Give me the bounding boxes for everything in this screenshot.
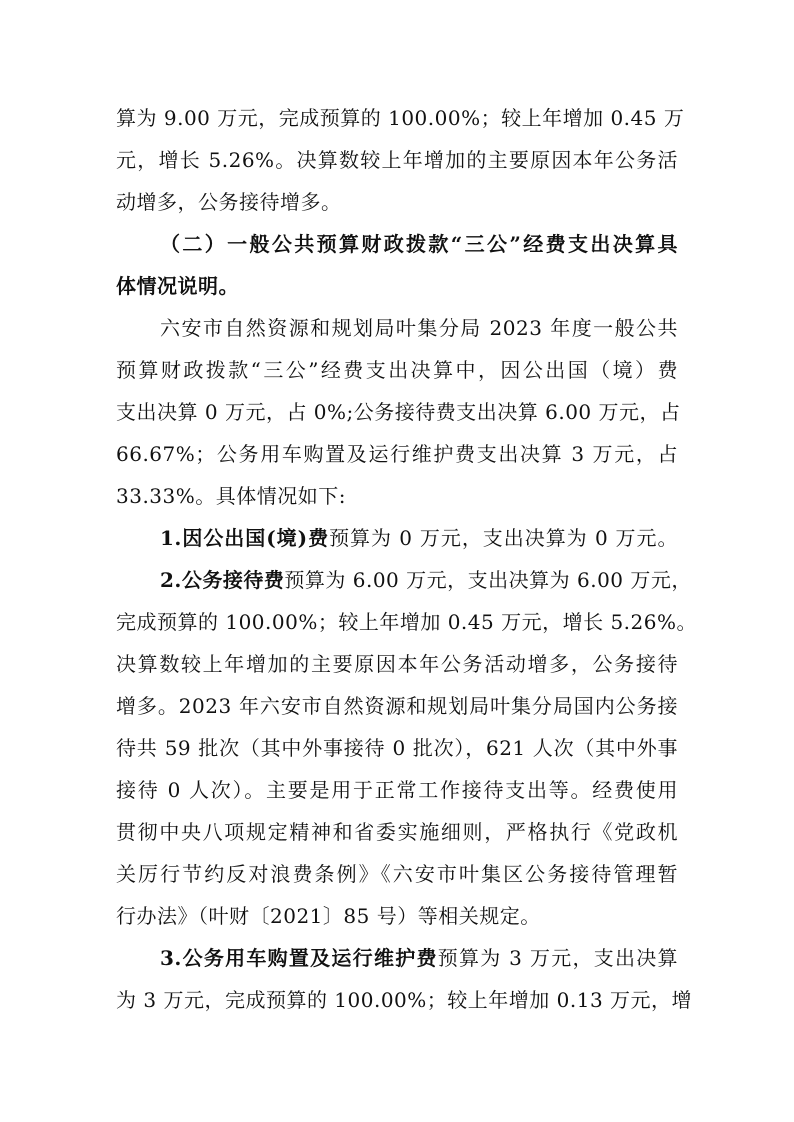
- item-2-line: [160, 567, 692, 593]
- item-3-text: 预算为 3 万元，支出决算: [437, 946, 678, 970]
- item-2-title: 2.公务接待费: [160, 568, 285, 592]
- item-2-text: 预算为 6.00 万元，支出决算为 6.00 万元，: [284, 568, 692, 592]
- paragraph-line: 动增多，公务接待增多。: [116, 190, 342, 214]
- paragraph-line: 算为 9.00 万元，完成预算的 100.00%；较上年增加 0.45 万: [116, 106, 685, 130]
- paragraph-line: 六安市自然资源和规划局叶集分局 2023 年度一般公共: [160, 316, 678, 340]
- item-3-title: 3.公务用车购置及运行维护费: [160, 946, 438, 970]
- paragraph-line: 33.33%。具体情况如下:: [116, 484, 346, 508]
- paragraph-line: 66.67%；公务用车购置及运行维护费支出决算 3 万元，占: [116, 442, 678, 466]
- paragraph-line: 决算数较上年增加的主要原因本年公务活动增多，公务接待: [116, 652, 678, 676]
- item-1-line: [160, 525, 678, 551]
- item-3-line: [160, 945, 678, 971]
- paragraph-line: 完成预算的 100.00%；较上年增加 0.45 万元，增长 5.26%。: [116, 610, 697, 634]
- paragraph-line: 待共 59 批次（其中外事接待 0 批次），621 人次（其中外事: [116, 736, 678, 760]
- paragraph-line: 为 3 万元，完成预算的 100.00%；较上年增加 0.13 万元，增: [116, 988, 693, 1012]
- paragraph-line: 接待 0 人次）。主要是用于正常工作接待支出等。经费使用: [116, 778, 678, 802]
- paragraph-line: 支出决算 0 万元，占 0%;公务接待费支出决算 6.00 万元，占: [116, 400, 681, 424]
- paragraph-line: 元，增长 5.26%。决算数较上年增加的主要原因本年公务活: [116, 148, 678, 172]
- paragraph-line: 关厉行节约反对浪费条例》《六安市叶集区公务接待管理暂: [116, 862, 678, 886]
- section-heading: （二）一般公共预算财政拨款“三公”经费支出决算具: [160, 232, 678, 256]
- paragraph-line: 行办法》（叶财〔2021〕85 号）等相关规定。: [116, 904, 541, 928]
- section-heading: 体情况说明。: [116, 274, 239, 298]
- item-1-text: 预算为 0 万元，支出决算为 0 万元。: [329, 526, 678, 550]
- paragraph-line: 增多。2023 年六安市自然资源和规划局叶集分局国内公务接: [116, 694, 678, 718]
- paragraph-line: 贯彻中央八项规定精神和省委实施细则，严格执行《党政机: [116, 820, 678, 844]
- paragraph-line: 预算财政拨款“三公”经费支出决算中，因公出国（境）费: [116, 358, 678, 382]
- item-1-title: 1.因公出国(境)费: [160, 526, 330, 550]
